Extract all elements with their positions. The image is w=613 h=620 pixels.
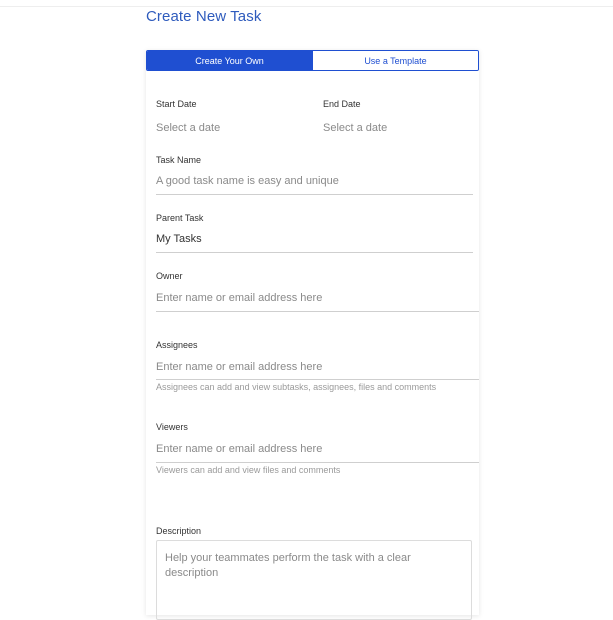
owner-underline [156,311,479,312]
page-title: Create New Task [146,8,262,25]
tab-use-a-template[interactable]: Use a Template [312,51,478,70]
task-name-input[interactable]: A good task name is easy and unique [156,175,339,187]
assignees-label: Assignees [156,340,198,350]
assignees-hint: Assignees can add and view subtasks, assignees, files and comments [156,382,437,392]
end-date-picker[interactable]: Select a date [323,122,388,134]
tab-create-your-own[interactable]: Create Your Own [147,51,312,70]
start-date-picker[interactable]: Select a date [156,122,221,134]
assignees-input[interactable]: Enter name or email address here [156,361,323,373]
task-name-label: Task Name [156,155,202,165]
description-textarea[interactable]: Help your teammates perform the task with a clear description [156,540,472,620]
parent-task-underline [156,252,473,253]
top-divider [0,6,613,7]
parent-task-label: Parent Task [156,213,204,223]
owner-input[interactable]: Enter name or email address here [156,292,323,304]
task-name-underline [156,194,473,195]
viewers-input[interactable]: Enter name or email address here [156,443,323,455]
viewers-underline [156,462,479,463]
viewers-label: Viewers [156,422,188,432]
mode-tabs [146,50,479,71]
owner-label: Owner [156,271,183,281]
parent-task-select[interactable]: My Tasks [156,233,202,245]
end-date-label: End Date [323,99,361,109]
create-task-form [146,50,479,615]
start-date-label: Start Date [156,99,197,109]
assignees-underline [156,379,479,380]
description-label: Description [156,526,202,536]
viewers-hint: Viewers can add and view files and comments [156,465,341,475]
